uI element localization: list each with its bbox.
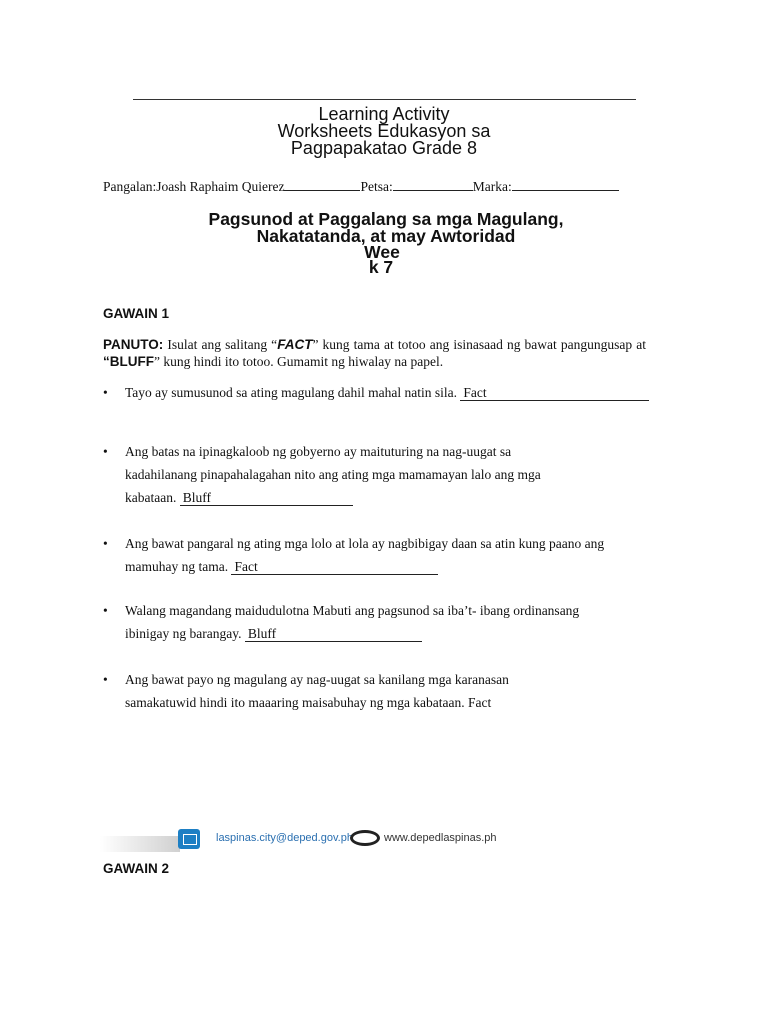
gawain-2-heading: GAWAIN 2 [103,861,170,876]
name-label: Pangalan: [103,179,157,194]
statement-text: Walang magandang maidudulotna Mabuti ang pagsunod sa iba’t- ibang ordinansang [125,603,580,618]
lesson-title-line-2: Nakatatanda, at may Awtoridad [256,226,516,246]
answer-text[interactable]: Fact [468,695,492,710]
grade-blank[interactable] [512,177,619,191]
worksheet-title-line-2: Worksheets Edukasyon sa [277,121,491,141]
statement-text: kadahilanang pinapahalagahan nito ang ating mga mamamayan lalo ang mga [125,467,541,482]
name-blank[interactable] [284,177,360,191]
bullet: • [103,536,108,551]
answer-field[interactable]: Bluff [180,490,353,506]
panuto-fact-word: FACT [277,337,313,352]
date-blank[interactable] [393,177,473,191]
lesson-title-line-3: Wee [364,242,400,262]
header-rule [133,99,636,100]
statement-text: kabataan. [125,490,177,505]
panuto-label: PANUTO: [103,337,164,352]
footer-website[interactable]: www.depedlaspinas.ph [384,832,497,844]
bullet: • [103,672,108,687]
bullet: • [103,444,108,459]
mail-icon [178,829,200,849]
statement-text: ibinigay ng barangay. [125,626,242,641]
lesson-title-line-1: Pagsunod at Paggalang sa mga Magulang, [208,209,564,229]
lesson-title-line-4: k 7 [368,257,394,277]
statement-text: Ang bawat payo ng magulang ay nag-uugat sa kanilang mga karanasan [125,672,509,687]
page-footer-strip [100,822,520,856]
globe-icon [350,830,380,846]
panuto-text-1: Isulat ang salitang “ [163,337,278,352]
grade-label: Marka: [472,179,512,194]
gawain-1-heading: GAWAIN 1 [103,306,170,321]
footer-email[interactable]: laspinas.city@deped.gov.ph [216,832,353,844]
name-value: Joash Raphaim Quierez [156,179,285,194]
answer-field[interactable]: Fact [231,559,438,575]
worksheet-title-line-1: Learning Activity [318,104,450,124]
panuto-instructions [103,336,646,370]
bullet: • [103,385,108,400]
bullet: • [103,603,108,618]
answer-field[interactable]: Fact [460,385,649,401]
statement-text: Ang batas na ipinagkaloob ng gobyerno ay maituturing na nag-uugat sa [125,444,512,459]
date-label: Petsa: [360,179,393,194]
answer-field[interactable]: Bluff [245,626,422,642]
panuto-bluff-word: “BLUFF [103,354,154,369]
panuto-text-2: ” kung tama at totoo ang isinasaad ng bawat pangungusap at [312,337,646,352]
panuto-text-3: ” kung hindi ito totoo. Gumamit ng hiwalay na papel. [154,354,444,369]
statement-text: Tayo ay sumusunod sa ating magulang dahil mahal natin sila. [125,385,457,400]
student-info-line [103,177,619,195]
statement-text: samakatuwid hindi ito maaaring maisabuhay ng mga kabataan. [125,695,465,710]
footer-shadow [100,836,180,852]
statement-text: Ang bawat pangaral ng ating mga lolo at lola ay nagbibigay daan sa atin kung paano ang [125,536,605,551]
worksheet-title-line-3: Pagpapakatao Grade 8 [290,138,478,158]
statement-text: mamuhay ng tama. [125,559,229,574]
